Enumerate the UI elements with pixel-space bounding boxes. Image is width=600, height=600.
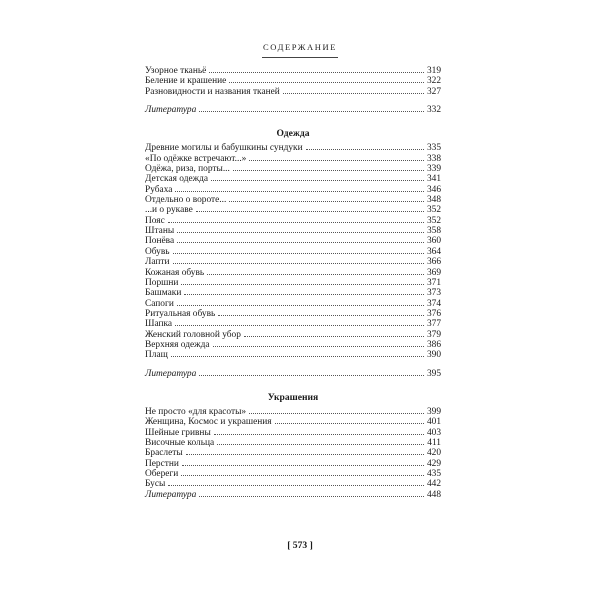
- toc-entry: [145, 428, 441, 438]
- ornament-entries: [145, 407, 441, 490]
- toc-entry: [145, 407, 441, 417]
- entry-page: 377: [426, 319, 441, 330]
- toc-entry: [145, 278, 441, 288]
- toc-entry: [145, 205, 441, 215]
- dot-leader: [244, 336, 424, 337]
- toc-entry: [145, 479, 441, 489]
- page-number: [ 573 ]: [287, 540, 313, 551]
- entry-page: 411: [427, 437, 441, 448]
- entry-title: Обувь: [145, 246, 170, 257]
- table-of-contents: [145, 66, 441, 500]
- toc-entry: [145, 87, 441, 97]
- entry-page: 364: [426, 246, 441, 257]
- entry-title: Шейные гривны: [145, 427, 211, 438]
- toc-entry: [145, 236, 441, 246]
- toc-entry: [145, 288, 441, 298]
- dot-leader: [182, 465, 424, 466]
- dot-leader: [199, 111, 424, 112]
- section-heading-clothing: Одежда: [276, 128, 310, 140]
- dot-leader: [173, 253, 424, 254]
- entry-page: 352: [426, 215, 441, 226]
- toc-entry: [145, 76, 441, 86]
- entry-title: Разновидности и названия тканей: [145, 86, 280, 97]
- entry-page: 322: [426, 76, 441, 87]
- entry-page: 399: [426, 406, 441, 417]
- dot-leader: [211, 180, 424, 181]
- dot-leader: [275, 423, 424, 424]
- entry-page: 327: [426, 86, 441, 97]
- toc-entry: [145, 299, 441, 309]
- toc-literature-entry: [145, 490, 441, 500]
- dot-leader: [213, 346, 424, 347]
- entry-title: Шапка: [145, 319, 173, 330]
- entry-title: Височные кольца: [145, 437, 215, 448]
- entry-title: Одёжа, риза, порты...: [145, 164, 230, 175]
- toc-entry: [145, 469, 441, 479]
- entry-title: Древние могилы и бабушкины сундуки: [145, 143, 303, 154]
- toc-entry: [145, 459, 441, 469]
- spacer: [145, 379, 441, 389]
- entry-title: Понёва: [145, 236, 175, 247]
- entry-title: Плащ: [145, 350, 168, 361]
- entry-title: Браслеты: [145, 448, 183, 459]
- literature-page: 448: [426, 489, 441, 500]
- entry-page: 374: [426, 298, 441, 309]
- entry-page: 373: [426, 288, 441, 299]
- entry-title: ...и о рукаве: [145, 205, 193, 216]
- toc-literature-entry: [145, 369, 441, 379]
- toc-entry: [145, 438, 441, 448]
- entry-page: 401: [426, 417, 441, 428]
- entry-title: Поршни: [145, 277, 179, 288]
- entry-title: Башмаки: [145, 288, 182, 299]
- toc-literature-entry: [145, 105, 441, 115]
- dot-leader: [181, 475, 424, 476]
- entry-page: 379: [426, 329, 441, 340]
- dot-leader: [229, 82, 424, 83]
- entry-title: Бусы: [145, 479, 166, 490]
- entry-title: Не просто «для красоты»: [145, 406, 247, 417]
- entry-title: Женский головной убор: [145, 329, 241, 340]
- entry-page: 360: [426, 236, 441, 247]
- dot-leader: [283, 93, 424, 94]
- entry-title: Лапти: [145, 257, 170, 268]
- entry-title: Сапоги: [145, 298, 174, 309]
- entry-page: 369: [426, 267, 441, 278]
- dot-leader: [199, 375, 424, 376]
- toc-entry: [145, 417, 441, 427]
- entry-title: Кожаная обувь: [145, 267, 205, 278]
- dot-leader: [218, 315, 424, 316]
- toc-entry: [145, 154, 441, 164]
- literature-title: Литература: [145, 105, 197, 116]
- toc-entry: [145, 216, 441, 226]
- literature-page: 332: [426, 105, 441, 116]
- dot-leader: [177, 242, 424, 243]
- entry-page: 390: [426, 350, 441, 361]
- entry-page: 376: [426, 308, 441, 319]
- entry-title: Узорное тканьё: [145, 66, 207, 76]
- dot-leader: [199, 496, 424, 497]
- toc-entry: [145, 185, 441, 195]
- dot-leader: [217, 444, 424, 445]
- dot-leader: [171, 356, 424, 357]
- toc-entry: [145, 448, 441, 458]
- dot-leader: [175, 191, 424, 192]
- entry-page: 352: [426, 205, 441, 216]
- dot-leader: [229, 201, 424, 202]
- entry-title: Рубаха: [145, 184, 173, 195]
- toc-entry: [145, 319, 441, 329]
- dot-leader: [181, 284, 424, 285]
- entry-page: 335: [426, 143, 441, 154]
- header-rule: [262, 57, 338, 58]
- entry-title: «По одёжке встречают...»: [145, 153, 247, 164]
- toc-entry: [145, 164, 441, 174]
- section-heading-ornaments: Украшения: [267, 391, 319, 403]
- literature-title: Литература: [145, 489, 197, 500]
- toc-entry: [145, 195, 441, 205]
- entry-title: Отдельно о вороте...: [145, 195, 227, 206]
- dot-leader: [233, 170, 424, 171]
- clothing-entries: [145, 143, 441, 360]
- entry-page: 358: [426, 226, 441, 237]
- dot-leader: [249, 413, 424, 414]
- entry-title: Обереги: [145, 469, 179, 479]
- dot-leader: [173, 263, 424, 264]
- toc-entry: [145, 66, 441, 76]
- entry-page: 338: [426, 153, 441, 164]
- toc-entry: [145, 330, 441, 340]
- dot-leader: [186, 454, 424, 455]
- top-entries: [145, 66, 441, 97]
- running-header: [0, 42, 600, 58]
- entry-title: Женщина, Космос и украшения: [145, 417, 272, 428]
- entry-page: 346: [426, 184, 441, 195]
- dot-leader: [207, 274, 424, 275]
- toc-entry: [145, 226, 441, 236]
- entry-title: Верхняя одежда: [145, 339, 210, 350]
- dot-leader: [177, 305, 424, 306]
- spacer: [145, 97, 441, 105]
- entry-page: 339: [426, 164, 441, 175]
- spacer: [145, 361, 441, 369]
- toc-entry: [145, 143, 441, 153]
- toc-entry: [145, 174, 441, 184]
- literature-title: Литература: [145, 368, 197, 379]
- entry-page: 371: [426, 277, 441, 288]
- dot-leader: [214, 434, 424, 435]
- toc-entry: [145, 268, 441, 278]
- dot-leader: [168, 485, 424, 486]
- entry-page: 429: [426, 458, 441, 469]
- dot-leader: [306, 149, 424, 150]
- entry-page: 435: [426, 469, 441, 479]
- entry-title: Беление и крашение: [145, 76, 227, 87]
- toc-entry: [145, 309, 441, 319]
- entry-page: 403: [426, 427, 441, 438]
- dot-leader: [177, 232, 424, 233]
- entry-title: Ритуальная обувь: [145, 308, 216, 319]
- dot-leader: [168, 222, 424, 223]
- toc-entry: [145, 247, 441, 257]
- entry-page: 386: [426, 339, 441, 350]
- dot-leader: [196, 211, 424, 212]
- dot-leader: [184, 294, 424, 295]
- entry-page: 348: [426, 195, 441, 206]
- spacer: [145, 115, 441, 125]
- dot-leader: [209, 72, 424, 73]
- entry-page: 341: [426, 174, 441, 185]
- toc-entry: [145, 257, 441, 267]
- entry-title: Штаны: [145, 226, 175, 237]
- toc-entry: [145, 350, 441, 360]
- entry-page: 366: [426, 257, 441, 268]
- entry-title: Пояс: [145, 215, 165, 226]
- entry-page: 420: [426, 448, 441, 459]
- dot-leader: [249, 160, 424, 161]
- entry-title: Детская одежда: [145, 174, 209, 185]
- entry-page: 442: [426, 479, 441, 490]
- header-title: СОДЕРЖАНИЕ: [262, 42, 338, 52]
- dot-leader: [175, 325, 424, 326]
- entry-title: Перстни: [145, 458, 179, 469]
- literature-page: 395: [426, 368, 441, 379]
- toc-entry: [145, 340, 441, 350]
- entry-page: 319: [426, 66, 441, 76]
